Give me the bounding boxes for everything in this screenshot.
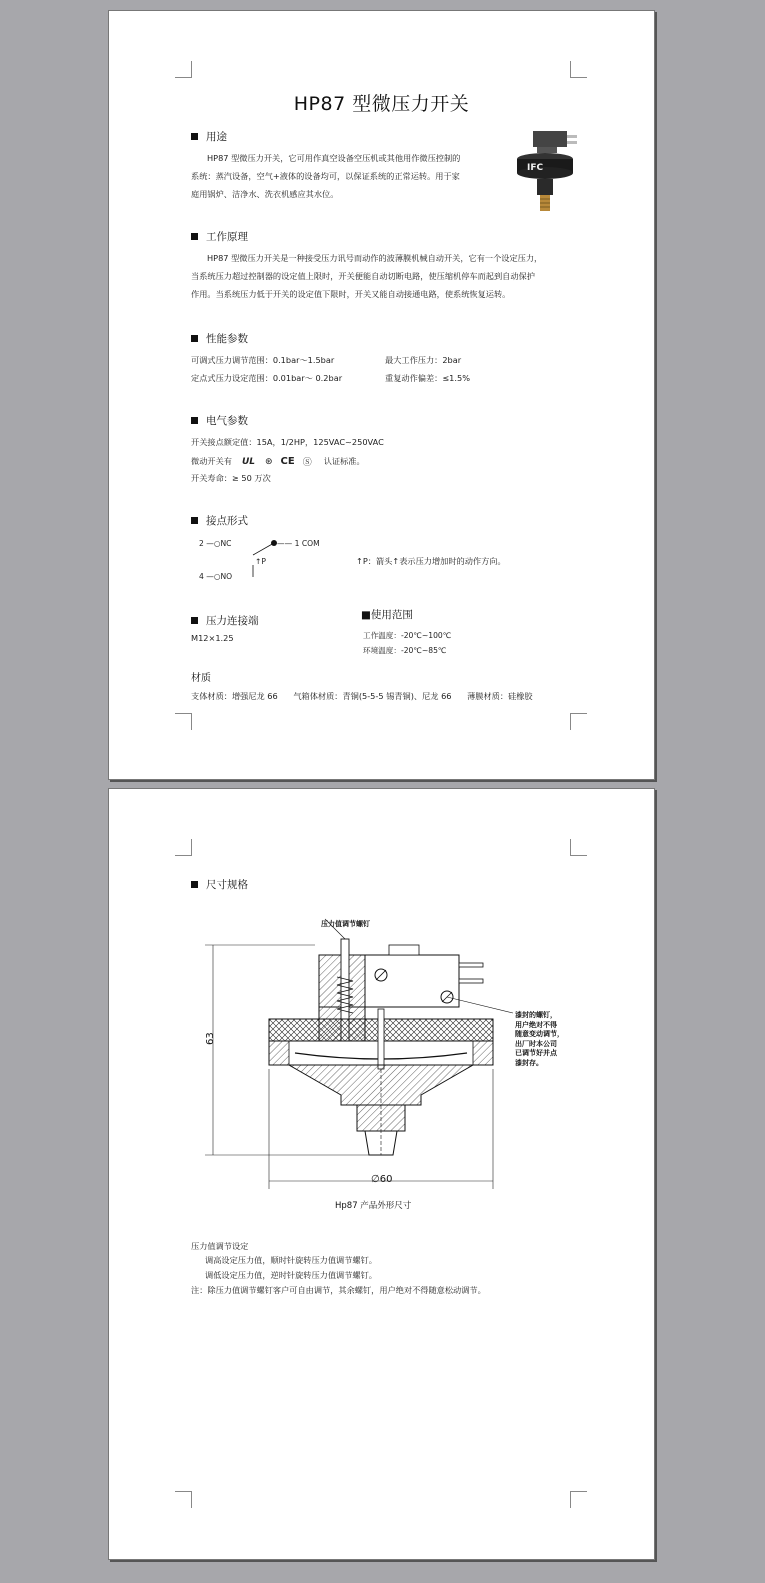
seal-note-line: 漆封存。 <box>515 1058 543 1067</box>
switch-life: 开关寿命：≥ 50 万次 <box>191 473 271 483</box>
screw-label: 压力值调节螺钉 <box>321 920 370 928</box>
text-line: HP87 型微压力开关是一种接受压力讯号而动作的波薄膜机械自动开关，它有一个设定压力， <box>207 253 543 263</box>
crop-mark <box>570 61 587 78</box>
text-line: 当系统压力超过控制器的设定值上限时，开关便能自动切断电路，使压缩机停车而起到自动保护 <box>191 271 535 281</box>
section-heading-text: 工作原理 <box>206 231 248 243</box>
adj-range: 可调式压力调节范围：0.1bar～1.5bar <box>191 355 335 365</box>
section-heading-text: 接点形式 <box>206 515 248 527</box>
document-page-2 <box>108 788 655 1560</box>
contact-com-label: —— 1 COM <box>277 539 320 548</box>
ul-mark: UL <box>241 456 255 467</box>
switch-body <box>533 131 567 147</box>
cert-suffix: 认证标准。 <box>323 456 365 466</box>
fixed-range: 定点式压力设定范围：0.01bar～ 0.2bar <box>191 373 343 383</box>
bullet-square-icon <box>191 133 198 140</box>
section-heading-dimensions <box>191 877 248 892</box>
text-line: 庭用锅炉、洁净水、洗衣机感应其水位。 <box>191 189 339 199</box>
crop-mark <box>175 713 192 730</box>
contact-p-label: ↑P <box>255 557 266 566</box>
purpose-paragraph <box>191 149 501 203</box>
cert-line <box>191 455 365 468</box>
section-heading-electrical <box>191 413 248 428</box>
crop-mark <box>175 61 192 78</box>
contact-note: ↑P：箭头↑表示压力增加时的动作方向。 <box>356 556 506 566</box>
section-heading-performance <box>191 331 248 346</box>
adjust-note: 注：除压力值调节螺钉客户可自由调节，其余螺钉，用户绝对不得随意松动调节。 <box>191 1285 486 1295</box>
text-line: HP87 型微压力开关，它可用作真空设备空压机或其他用作微压控制的 <box>207 153 461 163</box>
adjust-up: 调高设定压力值，顺时针旋转压力值调节螺钉。 <box>205 1255 377 1265</box>
section-heading-text: 用途 <box>206 131 227 143</box>
seal-note-line: 随意变动调节， <box>515 1030 564 1038</box>
product-photo <box>507 129 587 215</box>
cert-prefix: 微动开关有 <box>191 456 232 466</box>
material-heading: 材质 <box>191 673 211 684</box>
product-logo: IFC <box>527 163 544 173</box>
section-heading-text: 性能参数 <box>206 333 248 345</box>
text-line: 系统：蒸汽设备，空气+液体的设备均可，以保证系统的正常运转。用于家 <box>191 171 460 181</box>
connector-value: M12×1.25 <box>191 633 234 643</box>
section-heading-connector <box>191 613 259 628</box>
seal-note-line: 用户绝对不得 <box>515 1020 557 1029</box>
section-heading-purpose <box>191 129 227 144</box>
crop-mark <box>570 713 587 730</box>
page-title: HP87 型微压力开关 <box>293 93 470 115</box>
bullet-square-icon <box>191 517 198 524</box>
csa-icon: ⊛ <box>265 456 273 467</box>
document-page-1 <box>108 10 655 780</box>
section-heading-contacts <box>191 513 248 528</box>
contact-no-label: 4 —○NO <box>199 572 233 581</box>
section-heading-text: 压力连接端 <box>206 615 259 627</box>
bullet-square-icon <box>191 233 198 240</box>
contact-rating: 开关接点额定值：15A，1/2HP，125VAC~250VAC <box>191 437 384 447</box>
seal-note-line: 漆封的螺钉， <box>515 1011 557 1019</box>
seal-note <box>515 1011 564 1068</box>
bullet-square-icon <box>191 881 198 888</box>
repeat-deviation: 重复动作偏差：≤1.5% <box>385 373 470 383</box>
bullet-square-icon <box>191 335 198 342</box>
tuv-icon: Ⓢ <box>302 458 312 468</box>
section-heading-text: 电气参数 <box>206 415 248 427</box>
ce-mark: CE <box>280 456 295 467</box>
crop-mark <box>175 839 192 856</box>
crop-mark <box>570 839 587 856</box>
diameter-label: ∅60 <box>371 1174 393 1185</box>
usage-heading: ■使用范围 <box>361 609 413 621</box>
env-temperature: 环境温度：-20℃~85℃ <box>363 646 447 655</box>
principle-paragraph <box>191 249 581 303</box>
bullet-square-icon <box>191 617 198 624</box>
drawing-caption: Hp87 产品外形尺寸 <box>335 1201 412 1211</box>
material-line: 支体材质：增强尼龙 66 气箱体材质：青铜(5-5-5 锡青铜)、尼龙 66 薄膜材质：硅橡胶 <box>191 691 533 701</box>
section-heading-text: 尺寸规格 <box>206 879 248 891</box>
bullet-square-icon <box>191 417 198 424</box>
seal-note-line: 出厂时本公司 <box>515 1039 557 1048</box>
crop-mark <box>175 1491 192 1508</box>
text-line: 作用。当系统压力低于开关的设定值下限时，开关又能自动接通电路，使系统恢复运转。 <box>191 289 511 299</box>
height-label: 63 <box>205 1032 216 1045</box>
contact-nc-label: 2 —○NC <box>199 539 232 548</box>
section-heading-principle <box>191 229 248 244</box>
adjust-down: 调低设定压力值，逆时针旋转压力值调节螺钉。 <box>205 1270 377 1280</box>
max-pressure: 最大工作压力：2bar <box>385 355 462 365</box>
work-temperature: 工作温度：-20℃~100℃ <box>363 631 452 640</box>
adjust-heading: 压力值调节设定 <box>191 1241 249 1251</box>
seal-note-line: 已调节好并点 <box>515 1049 557 1057</box>
crop-mark <box>570 1491 587 1508</box>
